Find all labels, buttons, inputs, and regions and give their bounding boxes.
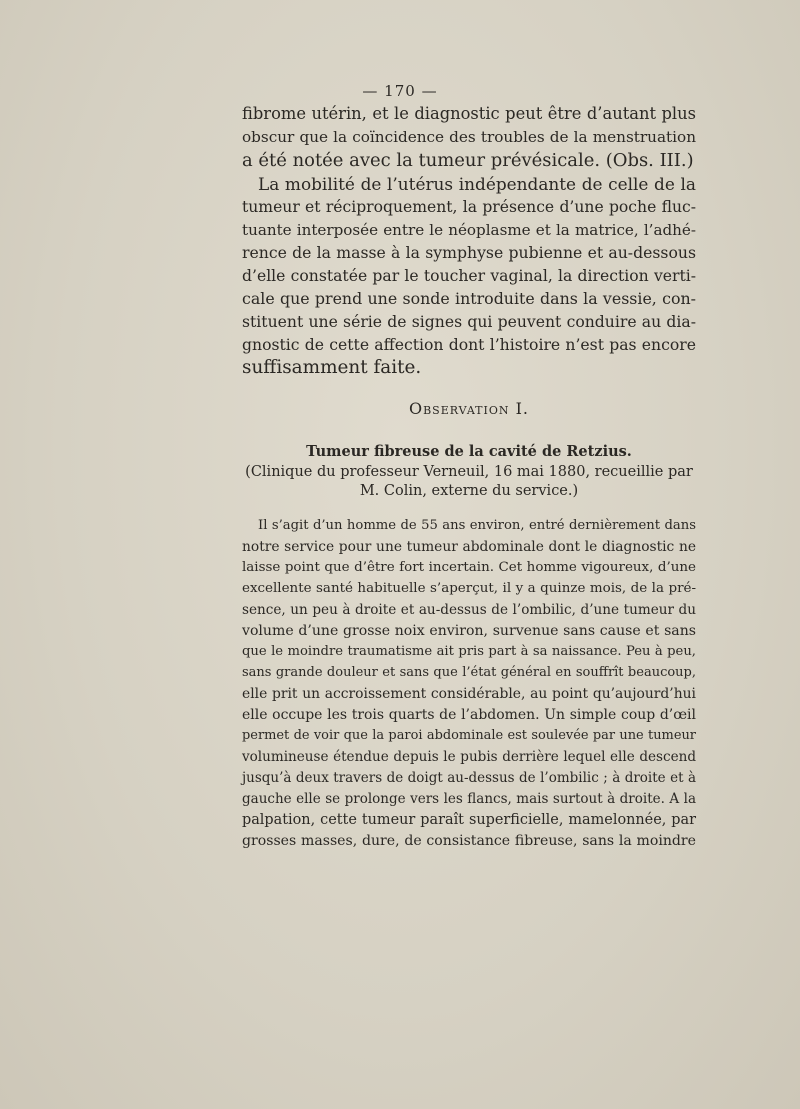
text-line: Il s’agit d’un homme de 55 ans environ, entré dernièrement dans — [258, 518, 696, 533]
text-line: sence, un peu à droite et au-dessus de l’ombilic, d’une tumeur du — [242, 602, 696, 618]
text-line: tuante interposée entre le néoplasme et la matrice, l’adhé- — [242, 221, 696, 239]
text-line: rence de la masse à la symphyse pubienne et au-dessous — [242, 243, 696, 262]
text-line: suffisamment faite. — [242, 357, 422, 378]
text-line: volume d’une grosse noix environ, survenue sans cause et sans — [242, 623, 696, 639]
text-line: d’elle constatée par le toucher vaginal, la direction verti- — [242, 267, 696, 285]
text-line: elle occupe les trois quarts de l’abdomen. Un simple coup d’œil — [242, 707, 696, 723]
text-line: a été notée avec la tumeur prévésicale. (Obs. III.) — [242, 150, 694, 171]
text-line: La mobilité de l’utérus indépendante de celle de la — [258, 174, 696, 194]
text-line: notre service pour une tumeur abdominale dont le diagnostic ne — [242, 539, 696, 555]
caption-line: M. Colin, externe du service.) — [359, 483, 579, 499]
text-line: jusqu’à deux travers de doigt au-dessus de l’ombilic ; à droite et à — [242, 770, 696, 786]
text-line: que le moindre traumatisme ait pris part à sa naissance. Peu à peu, — [242, 644, 696, 659]
text-line: gnostic de cette affection dont l’histoire n’est pas encore — [242, 335, 696, 354]
text-line: excellente santé habituelle s’aperçut, il y a quinze mois, de la pré- — [242, 581, 696, 596]
text-line: tumeur et réciproquement, la présence d’une poche fluc- — [242, 198, 696, 216]
text-line: volumineuse étendue depuis le pubis derrière lequel elle descend — [242, 749, 696, 765]
text-line: cale que prend une sonde introduite dans la vessie, con- — [242, 289, 696, 308]
text-line: permet de voir que la paroi abdominale est soulevée par une tumeur — [242, 728, 696, 743]
text-line: obscur que la coïncidence des troubles de la menstruation — [242, 128, 696, 146]
text-line: palpation, cette tumeur paraît superficielle, mamelonnée, par — [242, 812, 696, 828]
observation-title: Observation I. — [408, 399, 529, 418]
text-line: gauche elle se prolonge vers les flancs, mais surtout à droite. A la — [242, 791, 696, 807]
caption-line: Tumeur fibreuse de la cavité de Retzius. — [306, 443, 632, 460]
text-line: stituent une série de signes qui peuvent conduire au dia- — [242, 312, 696, 331]
text-line: laisse point que d’être fort incertain. Cet homme vigoureux, d’une — [242, 560, 696, 575]
text-line: grosses masses, dure, de consistance fibreuse, sans la moindre — [242, 833, 696, 849]
text-line: elle prit un accroissement considérable, au point qu’aujourd’hui — [242, 686, 696, 702]
page-number: — 170 — — [362, 82, 438, 100]
text-line: fibrome utérin, et le diagnostic peut être d’autant plus — [242, 104, 696, 123]
caption-line: (Clinique du professeur Verneuil, 16 mai 1880, recueillie par — [245, 464, 693, 480]
text-line: sans grande douleur et sans que l’état général en souffrît beaucoup, — [242, 665, 696, 680]
